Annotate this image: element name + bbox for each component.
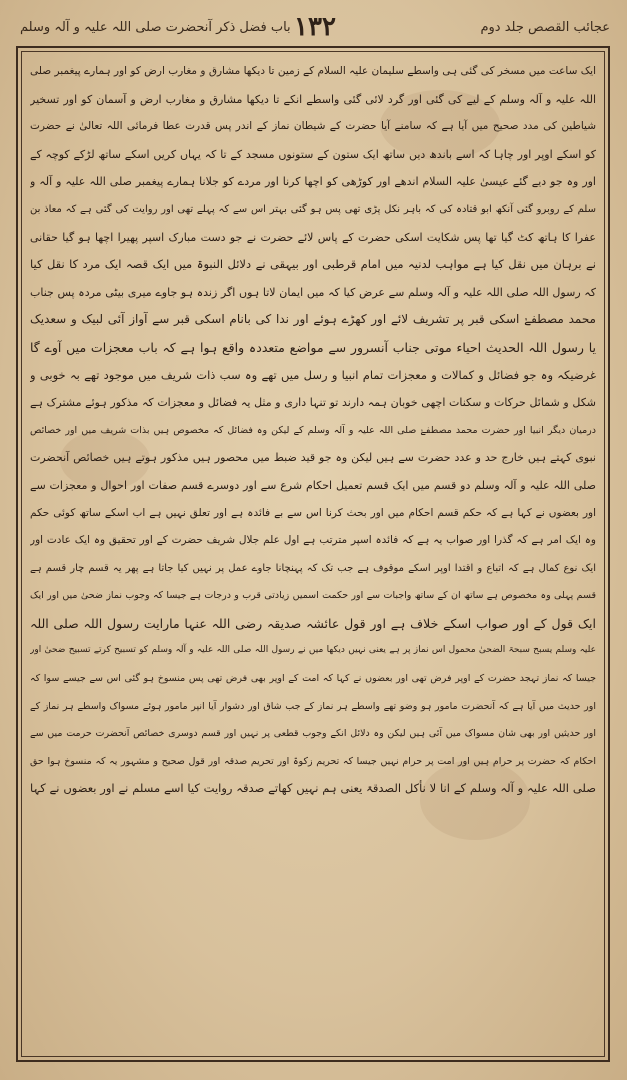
text-line-content: نبوی کہتے ہیں خارج حد و عدد حضرت سے ہیں لیکن وہ جو قید ضبط میں محصور ہیں مذکور ہوتے ہیں خصائص آنحضرت (30, 451, 596, 465)
chapter-title: باب فضل ذکر آنحضرت صلی اللہ علیہ و آلہ وسلم (20, 20, 291, 35)
text-line-content: صلی اللہ علیہ و آلہ وسلم دو قسم میں ایک قسم تعمیل احکام شرع سے اور دوسرے قسم صفات اور احوال و معجزات سے (30, 478, 596, 492)
text-line (30, 500, 596, 528)
text-line-content: درمیان دیگر انبیا اور حضرت محمد مصطفےٰ صلی اللہ علیہ و آلہ وسلم کے لیکن وہ فضائل کہ مخصوص ہیں بذات شریف میں اور خصائص (30, 424, 596, 436)
text-line-content: علیہ وسلم یسبح سبحۃ الضحیٰ محمول اس نماز پر ہے یعنی نہیں دیکھا میں نے رسول اللہ صلی اللہ علیہ و آلہ وسلم کو تسبیح کرتے تسبیح ضحیٰ اور (30, 645, 596, 656)
text-line-content: شکل و شمائل حرکات و سکنات اچھی خوبان ہمہ دارند تو تنہا داری و مثل یہ فضائل و معجزات کہ مذکور ہوئے مشترک ہے (30, 396, 596, 410)
text-line-content: ایک نوع کمال ہے کہ اتباع و اقتدا اوپر اسکے موقوف ہے جب تک کہ پہنچانا جاوے عمل پر نہیں کیا جاتا ہے پھر یہ قسم چار قسم ہے (30, 562, 596, 574)
text-line-content: نے برہان میں نقل کیا ہے مواہب لدنیہ میں امام قرطبی اور بیہقی نے دلائل النبوۃ میں ایک قصہ ایک مرد کا نقل کیا (30, 257, 596, 272)
text-line-content: قسم پہلی وہ مخصوص ہے ساتھ ان کے ساتھ واجبات سے اور حکمت اسمیں زیادتی قرب و درجات ہے جیسا کہ وجوب نماز ضحیٰ میں اور ایک (30, 590, 596, 602)
text-line-content: جیسا کہ نماز تہجد حضرت کے اوپر فرض تھی اور بعضوں نے کہا کہ امت کے اوپر بھی فرض تھی پس منسوخ ہو گئی اس سے جیسے سوا کہ (30, 673, 596, 685)
text-line (30, 86, 596, 114)
body-text (30, 58, 596, 1050)
text-line (30, 417, 596, 445)
text-line (30, 637, 596, 665)
text-line (30, 665, 596, 693)
text-line (30, 334, 596, 362)
text-line (30, 279, 596, 307)
text-line (30, 693, 596, 721)
text-line (30, 582, 596, 610)
text-line-content: اور حدیث میں آیا ہے کہ آنحضرت مامور ہو وضو تھے واسطے ہر نماز کے جب شاق اور دشوار آیا انپر مامور ہوئے مسواک واسطے ہر نماز کے (30, 700, 596, 712)
text-line (30, 527, 596, 555)
text-line (30, 555, 596, 583)
text-line (30, 113, 596, 141)
text-line-content: احکام کہ حضرت پر حرام ہیں اور امت پر حرام نہیں جیسا کہ تحریم زکوۃ اور تحریم صدقہ اور قول صحیح و مشہور یہ کہ منسوخ ہوا حق (30, 755, 596, 767)
text-line (30, 720, 596, 748)
text-line-content: وہ ایک امر ہے کہ گذرا اور صواب یہ ہے کہ فائدہ اسپر مترتب ہے اول علم جلال شریف حضرت کے اور تحقیق وہ ایک عادت اور (30, 534, 596, 547)
text-line (30, 472, 596, 500)
text-line-content: اللہ علیہ و آلہ وسلم کے لیے کی گئی اور گرد لائی گئی واسطے انکے تا دیکھا مشارق و مغارب ارض و آسمان کو اور تسخیر (30, 92, 596, 106)
text-line-content: ایک ساعت میں مسخر کی گئی ہی واسطے سلیمان علیہ السلام کے زمین تا دیکھا مشارق و مغارب ارض کو اور ہمارے پیغمبر صلی (30, 65, 596, 77)
text-line (30, 389, 596, 417)
text-line (30, 748, 596, 776)
text-line-content: صلی اللہ علیہ و آلہ وسلم کے انا لا نأکل الصدقۃ یعنی ہم نہیں کھاتے صدقہ روایت کیا اسے مسلم نے اور بعضوں نے کہا (30, 781, 596, 796)
text-line (30, 306, 596, 334)
text-line (30, 251, 596, 279)
text-line (30, 196, 596, 224)
text-line-content: سلم کے روبرو گئی آنکھ ابو قتادہ کی کہ باہر نکل پڑی تھی پس ہو گئی بہتر اس سے کہ پہلے تھی اور روایت کی گئی ہے کہ معاذ بن (30, 203, 596, 215)
text-line (30, 362, 596, 390)
text-line (30, 168, 596, 196)
text-line (30, 58, 596, 86)
running-title: عجائب القصص جلد دوم (480, 20, 610, 35)
text-line (30, 775, 596, 803)
text-line-content: اور وہ جو دیے گئے عیسیٰ علیہ السلام اندھے اور کوڑھی کو اچھا کرنا اور مردے کو جلانا ہمارے پیغمبر صلی اللہ علیہ و آلہ و (30, 175, 596, 189)
text-line-content: اور حدیثیں اور بھی شان مسواک میں آئی ہیں لیکن وہ دلائل انکے وجوب قطعی پر نہیں اور قسم دوسری خصائص آنحضرت حرمت میں سے (30, 728, 596, 740)
text-line-content: اور بعضوں نے کہا ہے کہ حکم قسم احکام میں اور بحث کرنا اس سے بے فائدہ ہے اور تعلق نہیں ہے اب اسکے ساتھ کوئی حکم (30, 506, 596, 519)
text-line (30, 224, 596, 252)
page-number: ۱۳۲ (294, 12, 336, 42)
text-line-content: غرضیکہ وہ جو فضائل و کمالات و معجزات تمام انبیا و رسل میں تھے وہ سب ذات شریف میں موجود تھے بہ خوبی و (30, 367, 596, 382)
text-line-content: کہ رسول اللہ صلی اللہ علیہ و آلہ وسلم سے عرض کیا کہ میں ایمان لاتا ہوں اگر زندہ ہو جاوے میری بیٹی مردہ پس جناب (30, 285, 596, 299)
text-line-content: شیاطین کی مدد صحیح میں آیا ہے کہ سامنے آیا حضرت کے شیطان نماز کے اندر پس قدرت عطا فرمائی اللہ تعالیٰ نے حضرت (30, 120, 596, 133)
text-line-content: کو اسکے اوپر اور چاہا کہ اسے باندھ دیں ساتھ ایک ستون کے ستونوں مسجد کے تا کہ یہاں کریں اسکے ساتھ لڑکے کوچہ کے (30, 147, 596, 161)
text-line (30, 444, 596, 472)
text-line-content: عفرا کا ہاتھ کٹ گیا تھا پس شکایت اسکی حضرت کے پاس لائے حضرت نے جو دست مبارک اسپر پھیرا اچھا ہو گیا حقانی (30, 230, 596, 244)
page-header (20, 10, 610, 46)
text-line (30, 610, 596, 638)
text-line-content: یا رسول اللہ الحدیث احیاء موتی جناب آنسرور سے مواضع متعددہ واقع ہوا ہے کہ باب معجزات میں آوے گا (30, 339, 596, 355)
text-line (30, 141, 596, 169)
text-line-content: ایک قول کے اور صواب اسکے خلاف ہے اور قول عائشہ صدیقہ رضی اللہ عنہا مارایت رسول اللہ صلی اللہ (30, 615, 596, 631)
text-line-content: محمد مصطفےٰ اسکی قبر پر تشریف لائے اور کھڑے ہوئے اور ندا کی بانام اسکی قبر سے آواز آئی لبیک و سعدیک (30, 312, 596, 327)
